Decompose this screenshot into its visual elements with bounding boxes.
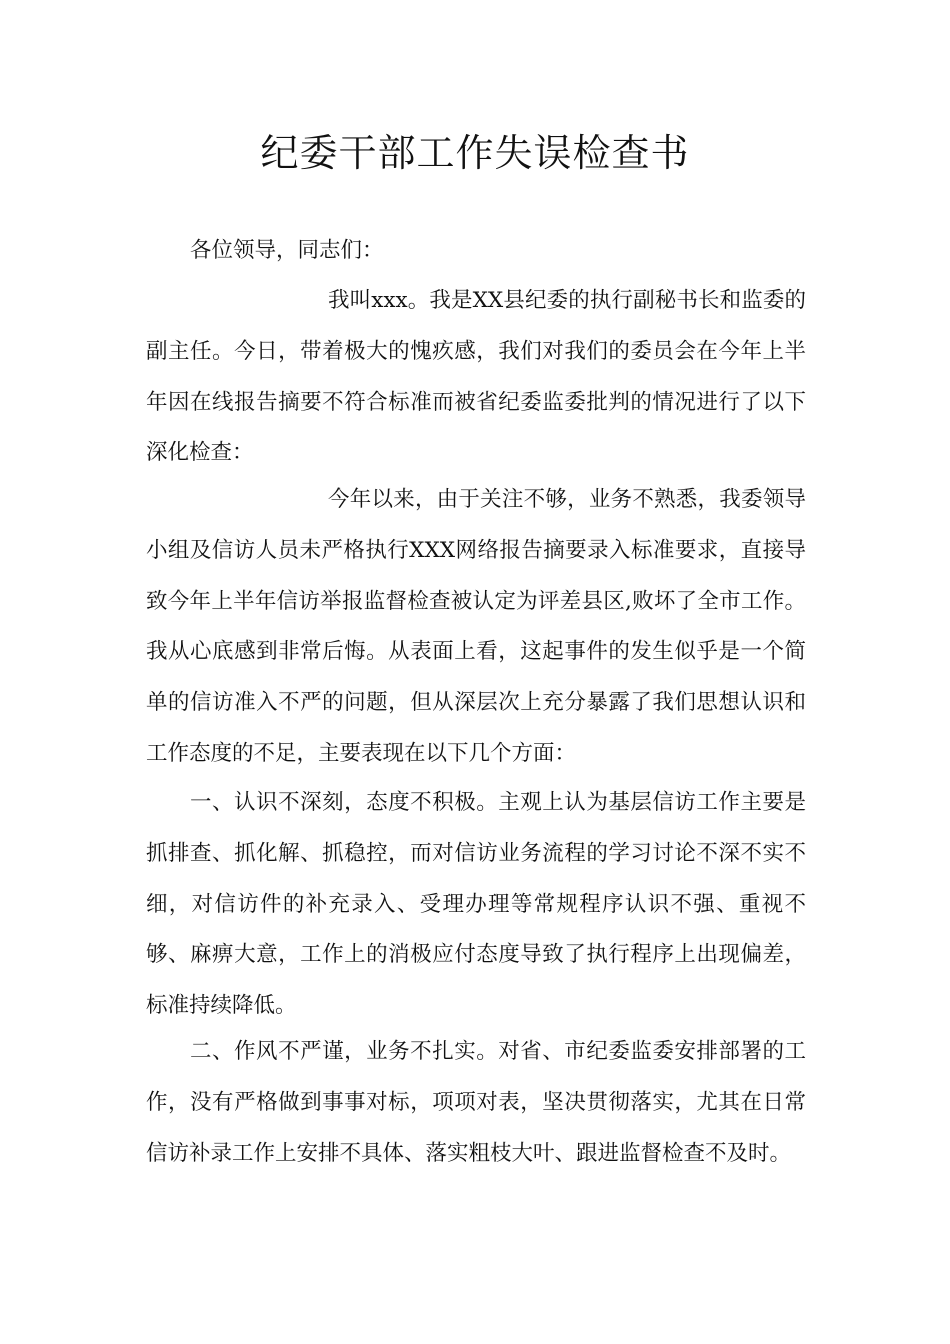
document-title: 纪委干部工作失误检查书 <box>260 131 690 175</box>
paragraph-introduction <box>146 276 806 479</box>
paragraph-text: 我叫xxx。我是XX县纪委的执行副秘书长和监委的副主任。今日，带着极大的愧疚感，我们对我们的委员会在今年上半年因在线报告摘要不符合标准而被省纪委监委批判的情况进行了以下深化检查： <box>146 288 806 466</box>
paragraph-text: 一、认识不深刻，态度不积极。主观上认为基层信访工作主要是抓排查、抓化解、抓稳控，而对信访业务流程的学习讨论不深不实不细，对信访件的补充录入、受理办理等常规程序认识不强、重视不够、麻痹大意，工作上的消极应付态度导致了执行程序上出现偏差，标准持续降低。 <box>146 790 806 1019</box>
paragraph-text: 二、作风不严谨，业务不扎实。对省、市纪委监委安排部署的工作，没有严格做到事事对标，项项对表，坚决贯彻落实，尤其在日常信访补录工作上安排不具体、落实粗枝大叶、跟进监督检查不及时。 <box>146 1039 806 1166</box>
paragraph-point-two <box>146 1027 806 1179</box>
paragraph-text: 今年以来，由于关注不够，业务不熟悉，我委领导小组及信访人员未严格执行XXX网络报告摘要录入标准要求，直接导致今年上半年信访举报监督检查被认定为评差县区,败坏了全市工作。我从心底感到非常后悔。从表面上看，这起事件的发生似乎是一个简单的信访准入不严的问题，但从深层次上充分暴露了我们思想认识和工作态度的不足，主要表现在以下几个方面： <box>146 487 806 766</box>
paragraph-point-one <box>146 778 806 1032</box>
greeting-line: 各位领导，同志们： <box>190 238 384 263</box>
paragraph-background <box>146 475 806 780</box>
